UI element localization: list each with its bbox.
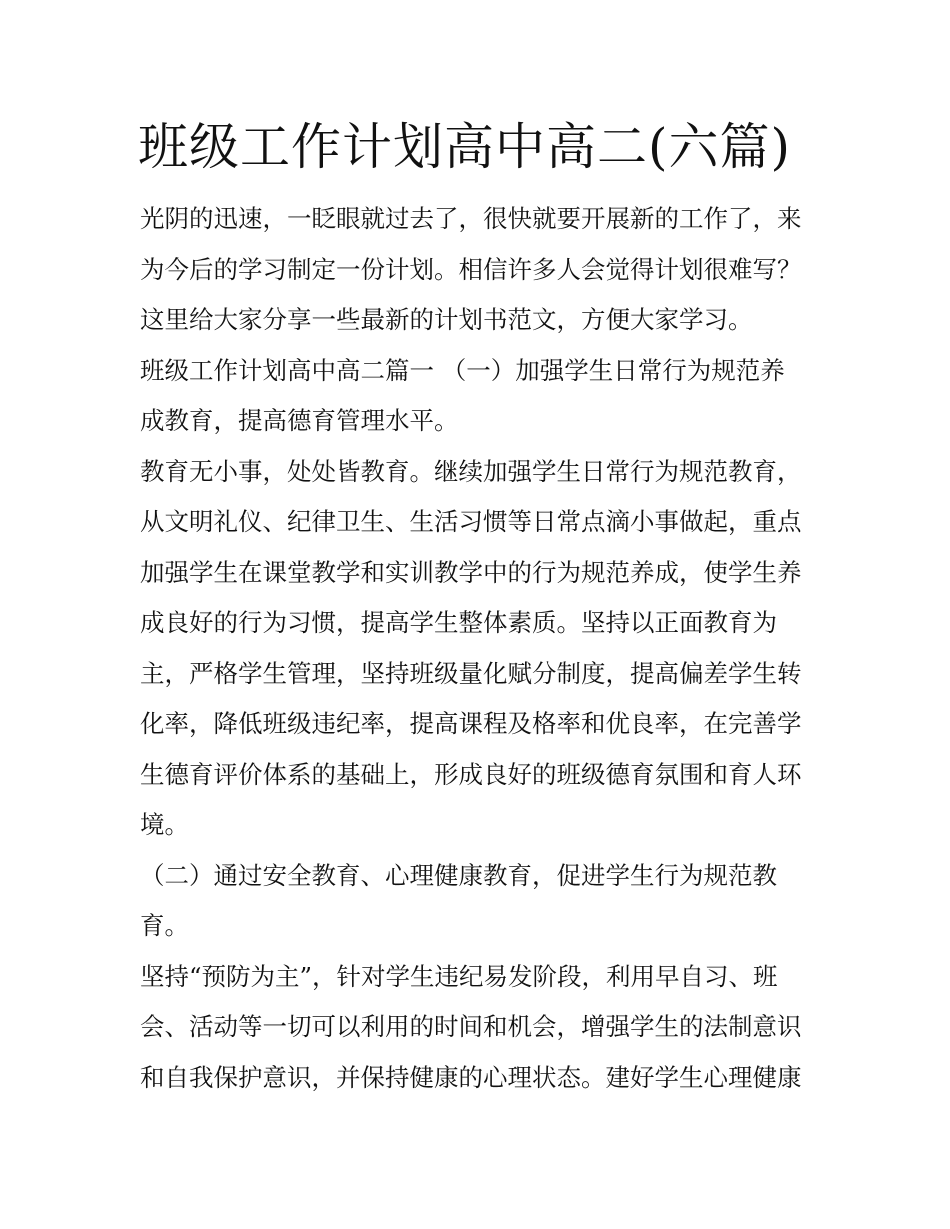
text-line-6: 教育无小事，处处皆教育。继续加强学生日常行为规范教育， [140,457,802,486]
text-line-2: 为今后的学习制定一份计划。相信许多人会觉得计划很难写？ [140,255,802,284]
text-line-15: 育。 [140,911,189,940]
text-line-12: 生德育评价体系的基础上，形成良好的班级德育氛围和育人环 [140,760,802,789]
text-line-10: 主，严格学生管理，坚持班级量化赋分制度，提高偏差学生转 [140,659,802,688]
text-line-14: （二）通过安全教育、心理健康教育，促进学生行为规范教 [140,861,777,890]
text-line-18: 和自我保护意识，并保持健康的心理状态。建好学生心理健康 [140,1063,802,1092]
text-line-17: 会、活动等一切可以利用的时间和机会，增强学生的法制意识 [140,1012,802,1041]
text-line-11: 化率，降低班级违纪率，提高课程及格率和优良率，在完善学 [140,709,802,738]
text-line-1: 光阴的迅速，一眨眼就过去了，很快就要开展新的工作了，来 [140,204,802,233]
text-line-13: 境。 [140,810,189,839]
text-line-3: 这里给大家分享一些最新的计划书范文，方便大家学习。 [140,305,753,334]
text-line-4: 班级工作计划高中高二篇一 （一）加强学生日常行为规范养 [140,356,785,385]
text-line-7: 从文明礼仪、纪律卫生、生活习惯等日常点滴小事做起，重点 [140,507,802,536]
text-line-5: 成教育，提高德育管理水平。 [140,406,459,435]
text-line-8: 加强学生在课堂教学和实训教学中的行为规范养成，使学生养 [140,558,802,587]
text-line-9: 成良好的行为习惯，提高学生整体素质。坚持以正面教育为 [140,608,777,637]
document-title: 班级工作计划高中高二(六篇) [138,118,792,176]
text-line-16: 坚持“预防为主”，针对学生违纪易发阶段，利用早自习、班 [140,962,778,991]
